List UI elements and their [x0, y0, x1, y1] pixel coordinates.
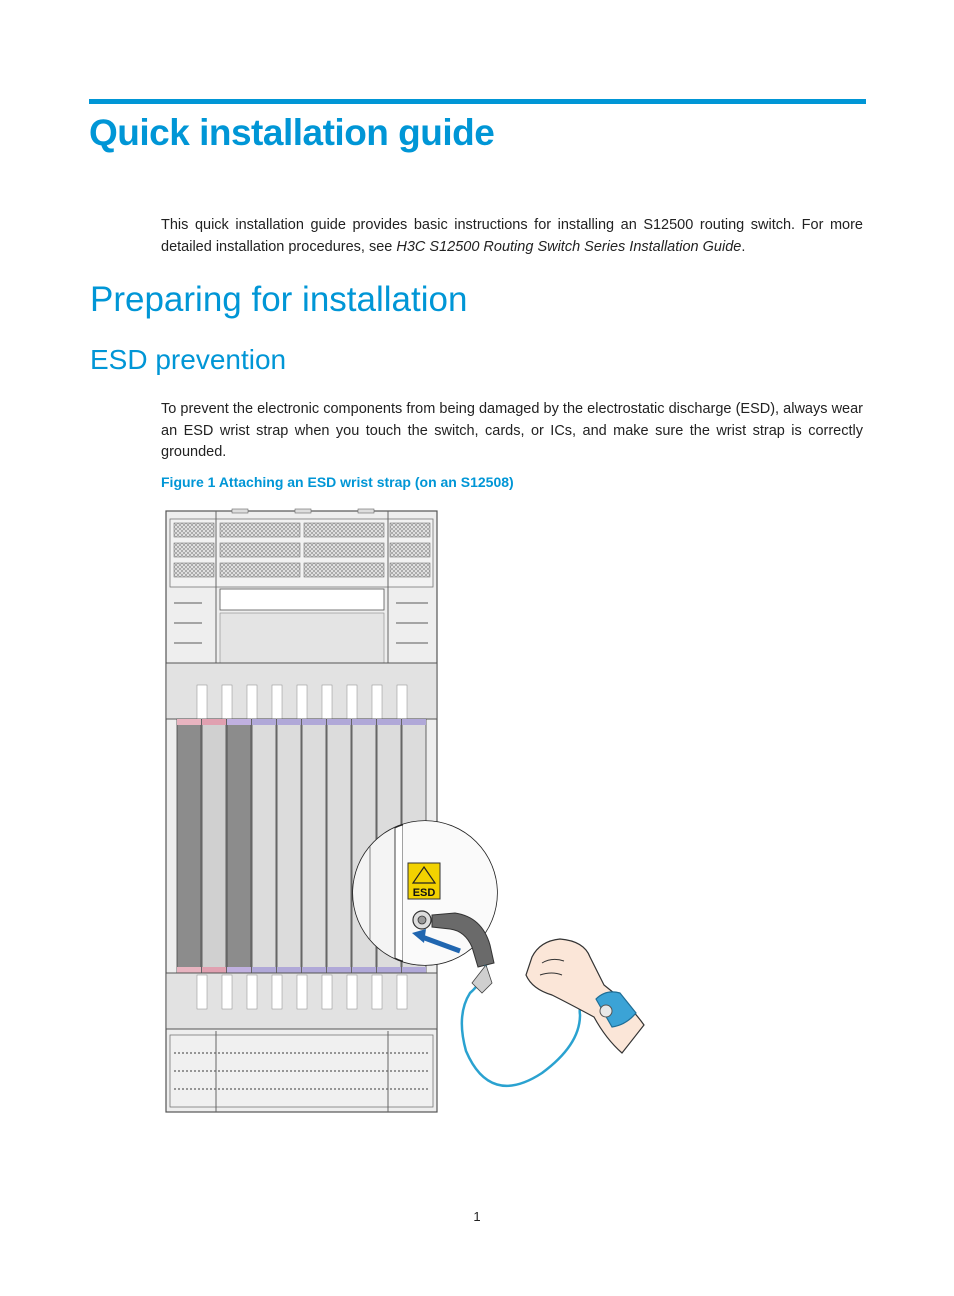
subsection-heading: ESD prevention	[90, 344, 287, 375]
chassis-illustration	[166, 509, 437, 1112]
wrist-strap-illustration	[526, 939, 644, 1053]
intro-text-end: .	[741, 238, 746, 255]
section-heading: Preparing for installation	[90, 280, 468, 319]
intro-guide-reference: H3C S12500 Routing Switch Series Installation Guide	[396, 238, 742, 255]
document-title: Quick installation guide	[89, 112, 495, 153]
esd-warning-icon	[408, 863, 440, 899]
page-number: 1	[473, 1209, 481, 1224]
esd-port-detail	[353, 821, 498, 967]
esd-label: ESD	[412, 887, 436, 899]
intro-text: This quick installation guide provides basic instructions for installing an S12500 routing switch. For more detailed installation procedures, see	[161, 217, 863, 255]
esd-paragraph: To prevent the electronic components from being damaged by the electrostatic discharge (ESD), always wear an ESD wrist strap when you touch the switch, cards, or ICs, and make sure the wrist strap is correctly grounded.	[161, 401, 863, 460]
figure-caption: Figure 1 Attaching an ESD wrist strap (on an S12508)	[161, 474, 514, 490]
title-rule	[89, 99, 866, 104]
intro-paragraph	[161, 215, 863, 258]
esd-wrist-strap-figure	[160, 505, 650, 1117]
